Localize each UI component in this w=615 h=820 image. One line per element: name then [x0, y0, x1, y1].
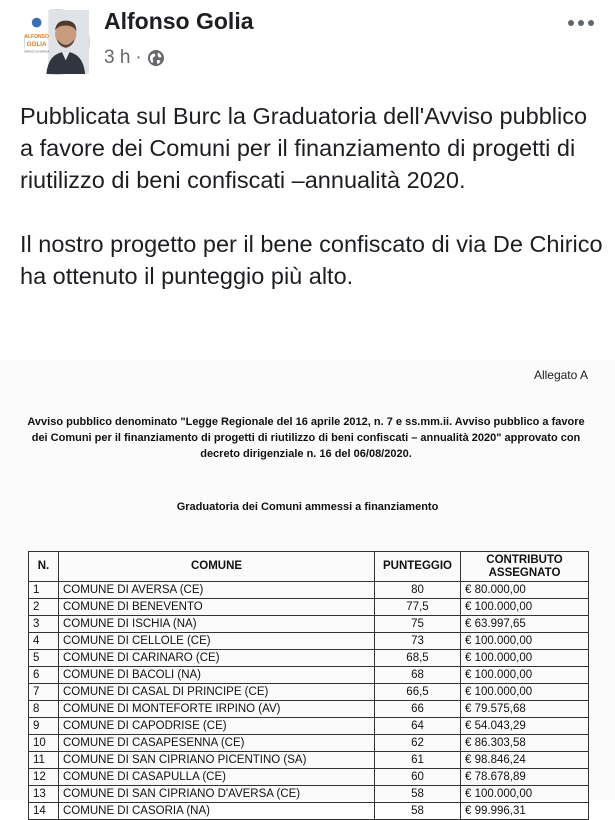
row-number: 3: [29, 616, 59, 633]
contributo-value: € 79.575,68: [461, 701, 589, 718]
more-options-icon: [568, 20, 574, 26]
comune-name: COMUNE DI CASAPULLA (CE): [59, 769, 375, 786]
contributo-value: € 100.000,00: [461, 599, 589, 616]
table-row: [29, 633, 589, 650]
allegato-label: Allegato A: [533, 368, 588, 382]
avatar-text-3: SINDACO DI AVERSA: [24, 50, 50, 54]
contributo-value: € 86.303,58: [461, 735, 589, 752]
row-number: 7: [29, 684, 59, 701]
author-name[interactable]: Alfonso Golia: [104, 8, 254, 34]
comune-name: COMUNE DI SAN CIPRIANO PICENTINO (SA): [59, 752, 375, 769]
post-paragraph: Il nostro progetto per il bene confiscato di via De Chirico ha ottenuto il punteggio più alto.: [20, 231, 603, 289]
punteggio-value: 77,5: [375, 599, 461, 616]
more-options-icon-dot: [588, 20, 594, 26]
table-row: [29, 735, 589, 752]
punteggio-value: 58: [375, 786, 461, 803]
avatar-text-2: GOLIA: [26, 40, 47, 48]
contributo-value: € 100.000,00: [461, 633, 589, 650]
punteggio-value: 60: [375, 769, 461, 786]
contributo-value: € 99.996,31: [461, 803, 589, 820]
post-header: [0, 0, 615, 86]
post-paragraph: Pubblicata sul Burc la Graduatoria dell'Avviso pubblico a favore dei Comuni per il finanziamento di progetti di riutilizzo di beni confiscati –annualità 2020.: [20, 103, 588, 193]
punteggio-value: 80: [375, 582, 461, 599]
punteggio-value: 73: [375, 633, 461, 650]
ranking-table: [28, 551, 589, 820]
comune-name: COMUNE DI BENEVENTO: [59, 599, 375, 616]
column-header-contributo: CONTRIBUTO ASSEGNATO: [461, 552, 589, 582]
contributo-value: € 100.000,00: [461, 684, 589, 701]
comune-name: COMUNE DI CELLOLE (CE): [59, 633, 375, 650]
more-options-button[interactable]: [561, 10, 601, 36]
contributo-value: € 100.000,00: [461, 786, 589, 803]
contributo-value: € 63.997,65: [461, 616, 589, 633]
punteggio-value: 68,5: [375, 650, 461, 667]
column-header-punteggio: PUNTEGGIO: [375, 552, 461, 582]
comune-name: COMUNE DI CARINARO (CE): [59, 650, 375, 667]
comune-name: COMUNE DI CAPODRISE (CE): [59, 718, 375, 735]
table-row: [29, 599, 589, 616]
globe-icon: [147, 49, 165, 67]
comune-name: COMUNE DI CASAL DI PRINCIPE (CE): [59, 684, 375, 701]
more-options-icon-dot: [578, 20, 584, 26]
post-time[interactable]: 3 h: [104, 47, 131, 68]
punteggio-value: 66,5: [375, 684, 461, 701]
column-header-comune: COMUNE: [59, 552, 375, 582]
document-heading: Avviso pubblico denominato "Legge Regionale del 16 aprile 2012, n. 7 e ss.mm.ii. Avviso pubblico a favore dei Comuni per il finanziamento di progetti di riutilizzo di beni confiscati – annualità 2020" approvato con decreto dirigenziale n. 16 del 06/08/2020.: [27, 416, 585, 460]
table-row: [29, 684, 589, 701]
comune-name: COMUNE DI CASAPESENNA (CE): [59, 735, 375, 752]
table-row: [29, 769, 589, 786]
table-row: [29, 752, 589, 769]
table-body: [29, 582, 589, 820]
comune-name: COMUNE DI CASORIA (NA): [59, 803, 375, 820]
post-text: [20, 100, 605, 292]
row-number: 4: [29, 633, 59, 650]
punteggio-value: 75: [375, 616, 461, 633]
comune-name: COMUNE DI MONTEFORTE IRPINO (AV): [59, 701, 375, 718]
contributo-value: € 54.043,29: [461, 718, 589, 735]
table-row: [29, 582, 589, 599]
avatar-text-1: ALFONSO: [24, 34, 49, 41]
contributo-value: € 100.000,00: [461, 650, 589, 667]
table-row: [29, 650, 589, 667]
column-header-n: N.: [29, 552, 59, 582]
table-row: [29, 718, 589, 735]
post-meta: [104, 47, 165, 69]
row-number: 1: [29, 582, 59, 599]
table-row: [29, 667, 589, 684]
punteggio-value: 66: [375, 701, 461, 718]
comune-name: COMUNE DI SAN CIPRIANO D'AVERSA (CE): [59, 786, 375, 803]
table-row: [29, 701, 589, 718]
comune-name: COMUNE DI AVERSA (CE): [59, 582, 375, 599]
contributo-value: € 98.846,24: [461, 752, 589, 769]
comune-name: COMUNE DI ISCHIA (NA): [59, 616, 375, 633]
avatar[interactable]: [24, 9, 90, 75]
row-number: 2: [29, 599, 59, 616]
row-number: 14: [29, 803, 59, 820]
contributo-value: € 100.000,00: [461, 667, 589, 684]
meta-separator: ·: [135, 47, 142, 68]
punteggio-value: 61: [375, 752, 461, 769]
row-number: 6: [29, 667, 59, 684]
avatar-image: [25, 10, 89, 74]
row-number: 8: [29, 701, 59, 718]
contributo-value: € 80.000,00: [461, 582, 589, 599]
punteggio-value: 58: [375, 803, 461, 820]
row-number: 13: [29, 786, 59, 803]
table-header-row: [29, 552, 589, 582]
row-number: 9: [29, 718, 59, 735]
table-row: [29, 786, 589, 803]
row-number: 5: [29, 650, 59, 667]
punteggio-value: 64: [375, 718, 461, 735]
attached-document-image[interactable]: [0, 360, 615, 817]
punteggio-value: 68: [375, 667, 461, 684]
table-row: [29, 803, 589, 820]
table-row: [29, 616, 589, 633]
punteggio-value: 62: [375, 735, 461, 752]
contributo-value: € 78.678,89: [461, 769, 589, 786]
comune-name: COMUNE DI BACOLI (NA): [59, 667, 375, 684]
document-subtitle: Graduatoria dei Comuni ammessi a finanziamento: [176, 501, 439, 513]
row-number: 12: [29, 769, 59, 786]
row-number: 10: [29, 735, 59, 752]
row-number: 11: [29, 752, 59, 769]
